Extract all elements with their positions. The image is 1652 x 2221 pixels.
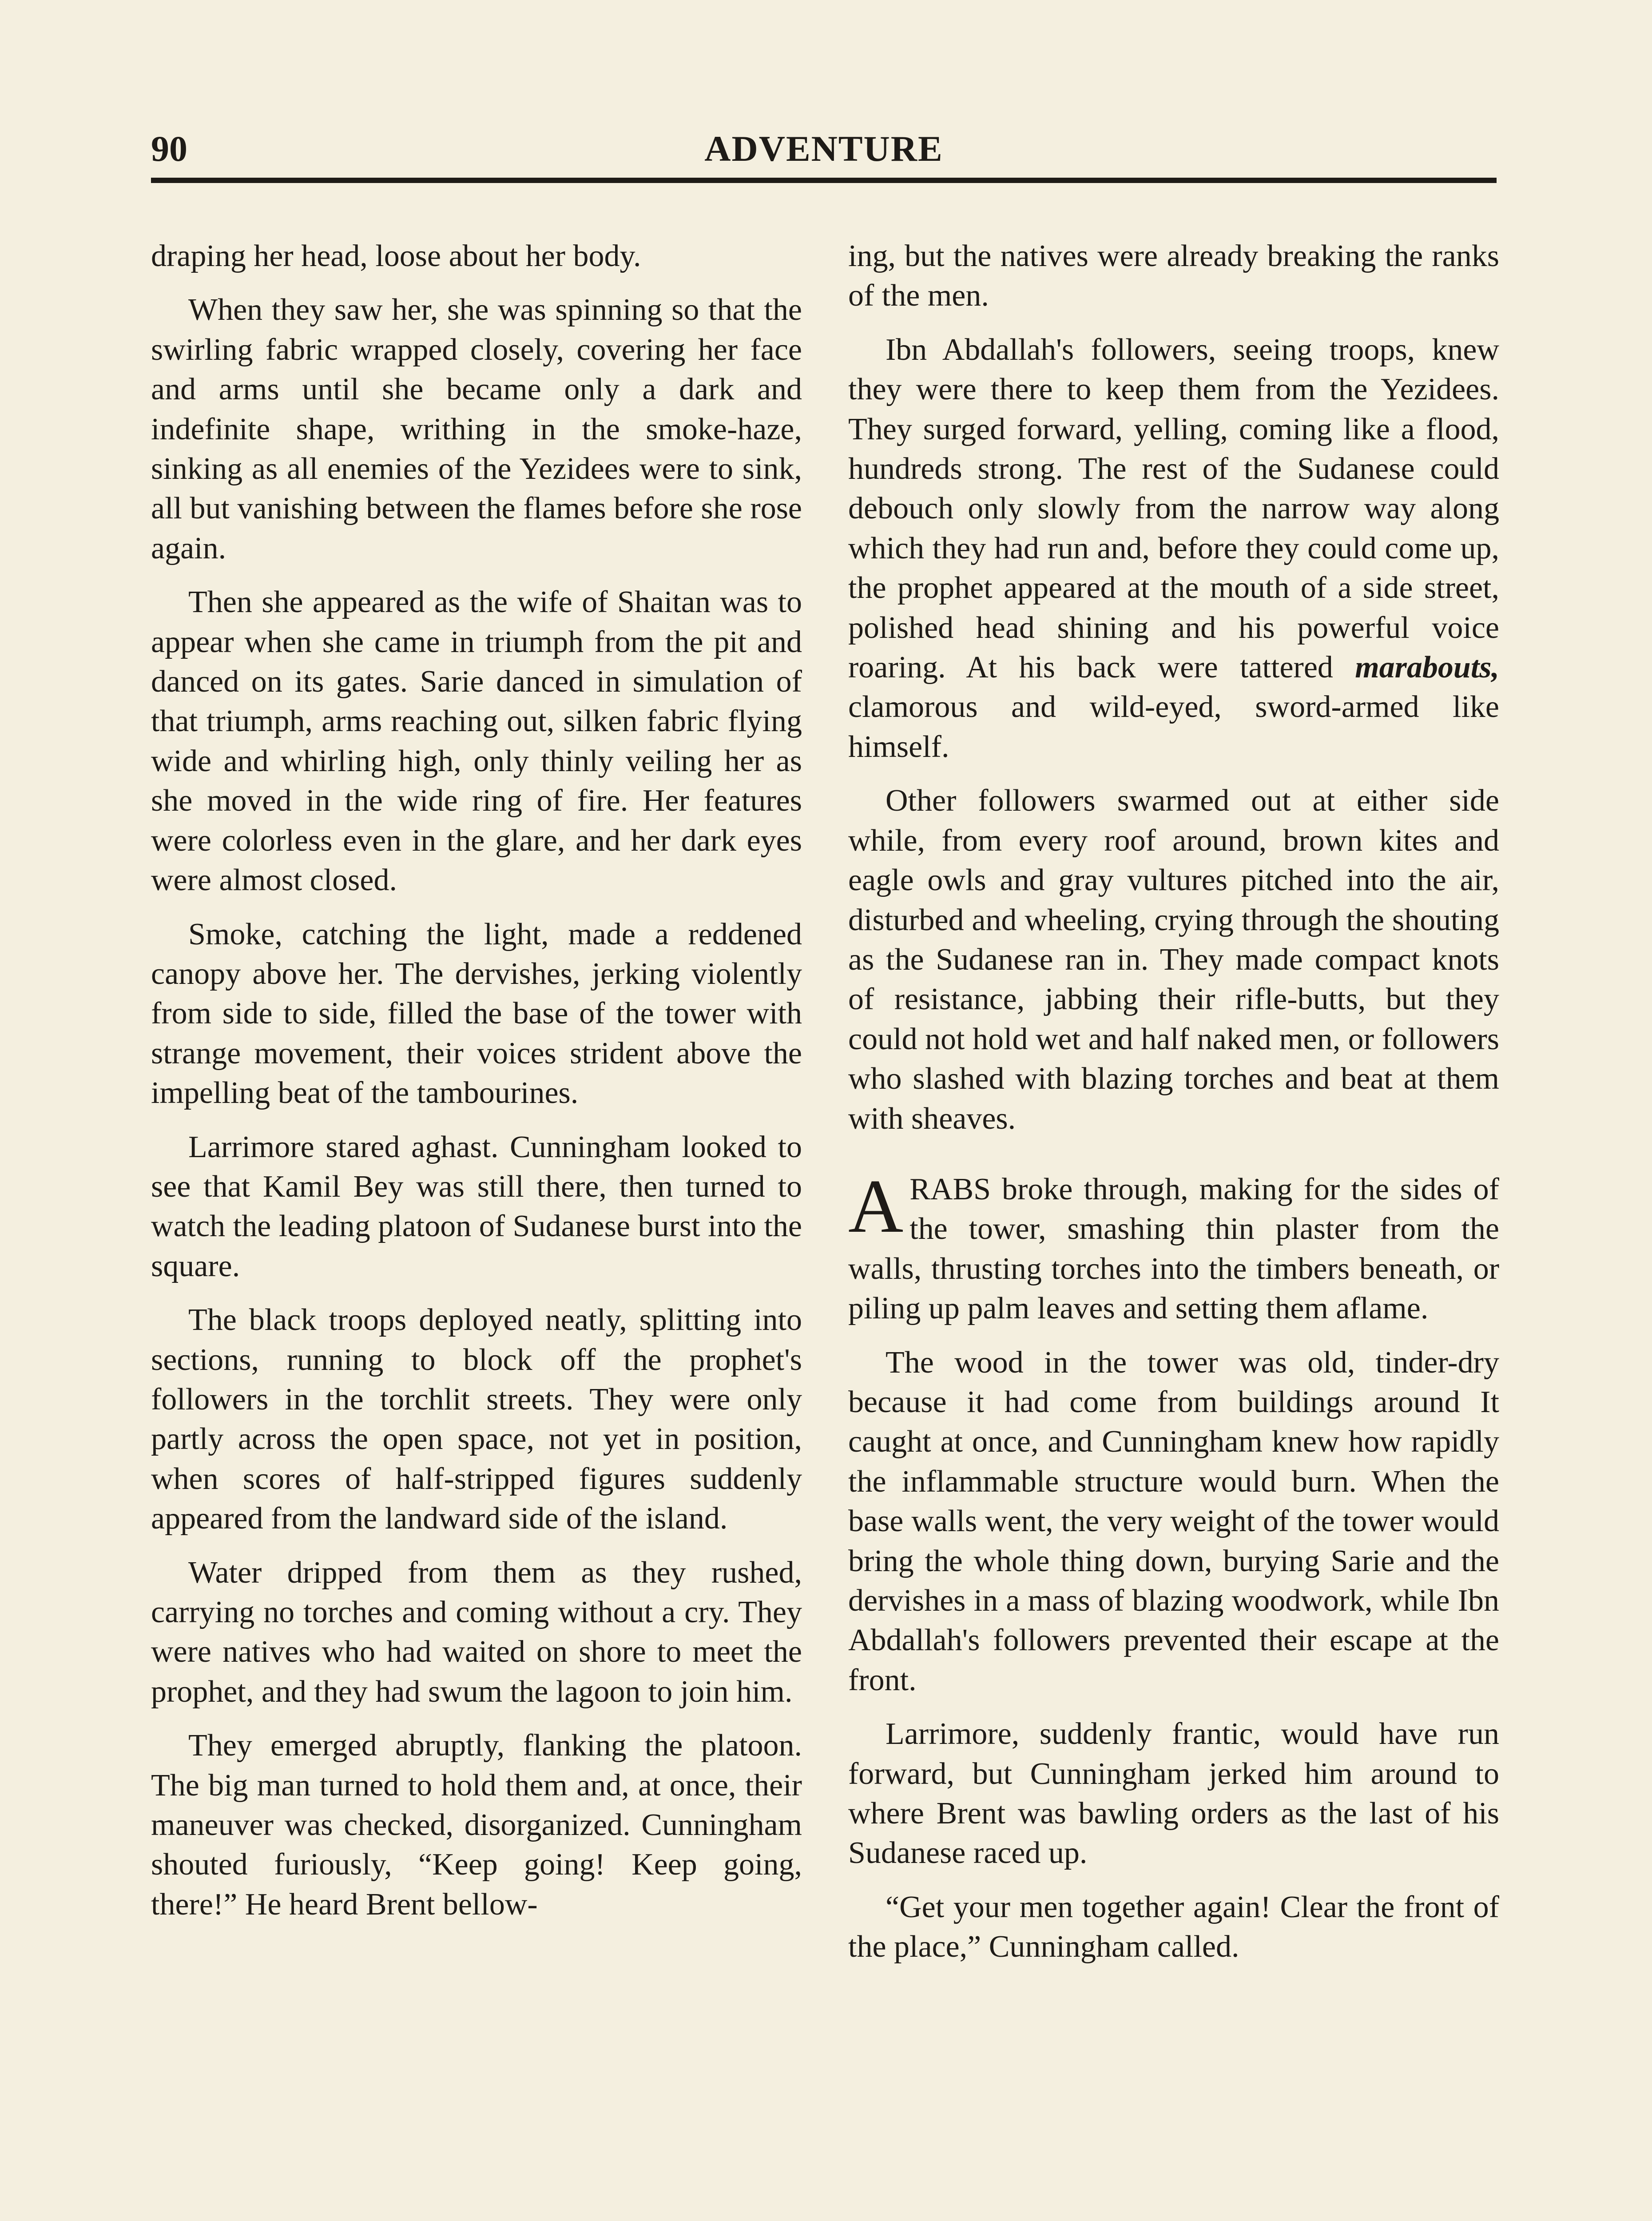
paragraph-text: RABS broke through, making for the sides of the tower, smashing thin plaster from the walls, thrusting torches into the timbers beneath, or piling up palm leaves and setting them aflame. <box>848 1172 1499 1326</box>
paragraph: The wood in the tower was old, tinder-dry because it had come from buildings around It caught at once, and Cunningham knew how rapidly the inflammable structure would burn. When the base walls went, the very weight of the tower would bring the whole thing down, burying Sarie and the dervishes in a mass of blazing woodwork, while Ibn Abdallah's followers prevented their escape at the front. <box>848 1345 1499 1697</box>
paragraph: Water dripped from them as they rushed, carrying no torches and coming without a cry. They were natives who had waited on shore to meet the prophet, and they had swum the lagoon to join him. <box>151 1555 802 1709</box>
paragraph: Larrimore stared aghast. Cunningham looked to see that Kamil Bey was still there, then turned to watch the leading platoon of Sudanese burst into the square. <box>151 1130 802 1283</box>
left-column <box>151 236 802 1938</box>
paragraph <box>848 330 1499 767</box>
paragraph: Then she appeared as the wife of Shaitan was to appear when she came in triumph from the pit and danced on its gates. Sarie danced in simulation of that triumph, arms reaching out, silken fabric flying wide and whirling high, only thinly veiling her as she moved in the wide ring of fire. Her features were colorless even in the glare, and her dark eyes were almost closed. <box>151 585 802 898</box>
paragraph: When they saw her, she was spinning so that the swirling fabric wrapped closely, covering her face and arms until she became only a dark and indefinite shape, writhing in the smoke-haze, sinking as all enemies of the Yezidees were to sink, all but vanishing between the flames before she rose again. <box>151 293 802 565</box>
running-title: ADVENTURE <box>704 128 943 169</box>
paragraph: Larrimore, suddenly frantic, would have run forward, but Cunningham jerked him around to where Brent was bawling orders as the last of his Sudanese raced up. <box>848 1717 1499 1871</box>
section-opening-paragraph <box>848 1164 1499 1329</box>
paragraph: Smoke, catching the light, made a reddened canopy above her. The dervishes, jerking violently from side to side, filled the base of the tower with strange movement, their voices strident above the impelling beat of the tambourines. <box>151 917 802 1110</box>
paragraph: Other followers swarmed out at either side while, from every roof around, brown kites and eagle owls and gray vultures pitched into the air, disturbed and wheeling, crying through the shouting as the Sudanese ran in. They made compact knots of resistance, jabbing their rifle-butts, but they could not hold wet and half naked men, or followers who slashed with blazing torches and beat at them with sheaves. <box>848 784 1499 1136</box>
paragraph: “Get your men together again! Clear the front of the place,” Cunningham called. <box>848 1890 1499 1964</box>
paragraph-text: Ibn Abdallah's followers, seeing troops, knew they were there to keep them from the Yezidees. They surged forward, yelling, coming like a flood, hundreds strong. The rest of the Sudanese could debouch only slowly from the narrow way along which they had run and, before they could come up, the prophet appeared at the mouth of a side street, polished head shining and his powerful voice roaring. At his back were tattered <box>848 332 1499 685</box>
header-rule <box>151 178 1497 183</box>
right-column <box>848 236 1499 1981</box>
paragraph: ing, but the natives were already breaking the ranks of the men. <box>848 239 1499 313</box>
paragraph-text: clamorous and wild-eyed, sword-armed like himself. <box>848 690 1499 764</box>
page-header <box>151 124 1497 173</box>
paragraph: The black troops deployed neatly, splitting into sections, running to block off the prophet's followers in the torchlit streets. They were only partly across the open space, not yet in position, when scores of half-stripped figures suddenly appeared from the landward side of the island. <box>151 1303 802 1536</box>
drop-cap: A <box>848 1164 904 1249</box>
page-number: 90 <box>151 128 187 169</box>
paragraph: They emerged abruptly, flanking the platoon. The big man turned to hold them and, at once, their maneuver was checked, disorganized. Cunningham shouted furiously, “Keep going! Keep going, there!” He heard Brent bellow- <box>151 1728 802 1922</box>
italic-word: marabouts, <box>1355 650 1500 685</box>
paragraph: draping her head, loose about her body. <box>151 239 641 273</box>
